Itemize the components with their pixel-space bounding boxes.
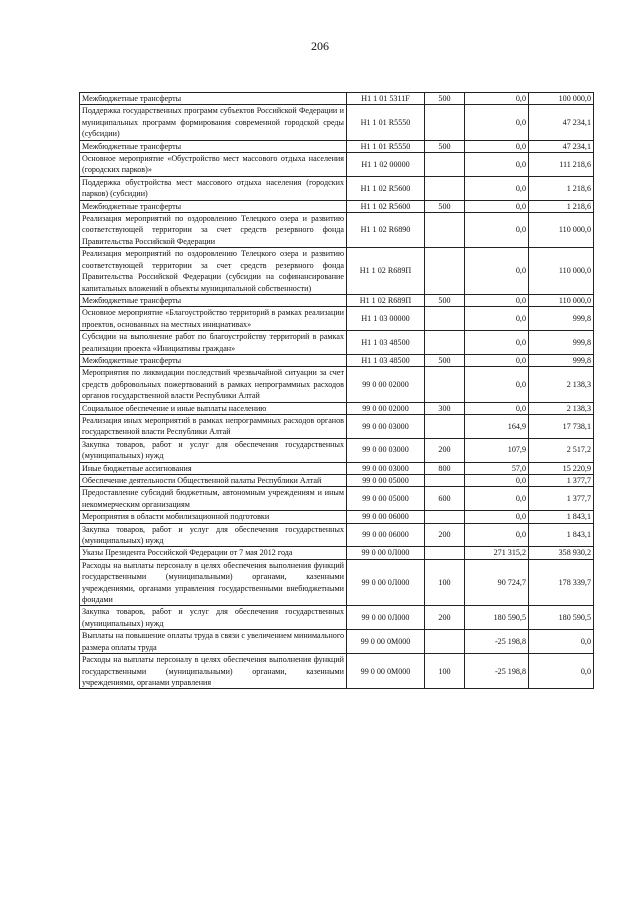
amount-total: 180 590,5 — [529, 606, 594, 630]
expense-description: Выплаты на повышение оплаты труда в связи с увеличением минимального размера оплаты труда — [80, 630, 347, 654]
expense-type-code: 200 — [425, 606, 465, 630]
expense-type-code: 500 — [425, 200, 465, 212]
amount-total: 110 000,0 — [529, 248, 594, 295]
target-article-code: 99 0 00 03000 — [347, 414, 425, 438]
table-row — [80, 402, 594, 414]
expense-description: Основное мероприятие «Благоустройство территорий в рамках реализации проектов, основанных на местных инициативах» — [80, 307, 347, 331]
expense-type-code — [425, 307, 465, 331]
amount-total: 1 843,1 — [529, 523, 594, 547]
amount-total: 999,8 — [529, 307, 594, 331]
expense-description: Реализация иных мероприятий в рамках непрограммных расходов органов государственной власти Республики Алтай — [80, 414, 347, 438]
amount-change: 0,0 — [465, 367, 529, 402]
table-row — [80, 547, 594, 559]
expense-description: Межбюджетные трансферты — [80, 354, 347, 366]
amount-change: -25 198,8 — [465, 630, 529, 654]
table-row — [80, 511, 594, 523]
amount-total: 2 138,3 — [529, 367, 594, 402]
target-article-code: 99 0 00 0Л000 — [347, 559, 425, 606]
table-row — [80, 559, 594, 606]
amount-change: 0,0 — [465, 354, 529, 366]
expense-description: Мероприятия в области мобилизационной подготовки — [80, 511, 347, 523]
amount-change: -25 198,8 — [465, 654, 529, 689]
expense-description: Поддержка обустройства мест массового отдыха населения (городских парков) (субсидии) — [80, 176, 347, 200]
table-row — [80, 140, 594, 152]
amount-change: 0,0 — [465, 140, 529, 152]
amount-total: 358 930,2 — [529, 547, 594, 559]
amount-total: 1 377,7 — [529, 475, 594, 487]
amount-change: 180 590,5 — [465, 606, 529, 630]
table-row — [80, 105, 594, 140]
amount-total: 15 220,9 — [529, 462, 594, 474]
target-article-code: 99 0 00 02000 — [347, 367, 425, 402]
expense-type-code: 500 — [425, 354, 465, 366]
expense-description: Реализация мероприятий по оздоровлению Телецкого озера и развитию соответствующей территории за счет средств резервного фонда Правительства Российской Федерации — [80, 213, 347, 248]
amount-total: 2 517,2 — [529, 438, 594, 462]
target-article-code: 99 0 00 02000 — [347, 402, 425, 414]
target-article-code: Н1 1 01 R5550 — [347, 105, 425, 140]
target-article-code: 99 0 00 06000 — [347, 511, 425, 523]
amount-change: 107,9 — [465, 438, 529, 462]
amount-change: 90 724,7 — [465, 559, 529, 606]
expense-description: Обеспечение деятельности Общественной палаты Республики Алтай — [80, 475, 347, 487]
expense-type-code: 500 — [425, 140, 465, 152]
expense-type-code — [425, 367, 465, 402]
target-article-code: Н1 1 02 R5600 — [347, 176, 425, 200]
target-article-code: Н1 1 01 5311F — [347, 93, 425, 105]
page-number: 206 — [311, 39, 329, 53]
expense-type-code — [425, 176, 465, 200]
expense-type-code — [425, 630, 465, 654]
target-article-code: 99 0 00 0Л000 — [347, 606, 425, 630]
amount-total: 1 218,6 — [529, 200, 594, 212]
expense-type-code — [425, 153, 465, 177]
target-article-code: Н1 1 02 R6890 — [347, 213, 425, 248]
target-article-code: 99 0 00 05000 — [347, 487, 425, 511]
expense-description: Предоставление субсидий бюджетным, автономным учреждениям и иным некоммерческим организациям — [80, 487, 347, 511]
amount-change: 164,9 — [465, 414, 529, 438]
expense-type-code: 100 — [425, 559, 465, 606]
amount-total: 2 138,3 — [529, 402, 594, 414]
amount-change: 0,0 — [465, 523, 529, 547]
amount-change: 0,0 — [465, 487, 529, 511]
expense-description: Основное мероприятие «Обустройство мест массового отдыха населения (городских парков)» — [80, 153, 347, 177]
expense-description: Социальное обеспечение и иные выплаты населению — [80, 402, 347, 414]
amount-total: 100 000,0 — [529, 93, 594, 105]
target-article-code: 99 0 00 0М000 — [347, 654, 425, 689]
table-row — [80, 331, 594, 355]
amount-total: 17 738,1 — [529, 414, 594, 438]
amount-change: 0,0 — [465, 331, 529, 355]
table-row — [80, 487, 594, 511]
expense-description: Межбюджетные трансферты — [80, 140, 347, 152]
amount-total: 111 218,6 — [529, 153, 594, 177]
expense-type-code — [425, 475, 465, 487]
table-row — [80, 475, 594, 487]
target-article-code: Н1 1 02 R689П — [347, 248, 425, 295]
amount-total: 110 000,0 — [529, 213, 594, 248]
amount-total: 47 234,1 — [529, 140, 594, 152]
target-article-code: Н1 1 02 R689П — [347, 294, 425, 306]
amount-change: 0,0 — [465, 402, 529, 414]
amount-change: 0,0 — [465, 307, 529, 331]
expense-description: Закупка товаров, работ и услуг для обеспечения государственных (муниципальных) нужд — [80, 523, 347, 547]
table-row — [80, 294, 594, 306]
target-article-code: Н1 1 03 48500 — [347, 354, 425, 366]
table-row — [80, 462, 594, 474]
expense-type-code: 200 — [425, 523, 465, 547]
amount-change: 0,0 — [465, 153, 529, 177]
expense-type-code — [425, 105, 465, 140]
expense-description: Закупка товаров, работ и услуг для обеспечения государственных (муниципальных) нужд — [80, 438, 347, 462]
expense-type-code — [425, 547, 465, 559]
target-article-code: 99 0 00 0Л000 — [347, 547, 425, 559]
table-row — [80, 307, 594, 331]
table-row — [80, 630, 594, 654]
table-row — [80, 93, 594, 105]
amount-change: 0,0 — [465, 248, 529, 295]
expense-description: Реализация мероприятий по оздоровлению Телецкого озера и развитию соответствующей территории за счет средств резервного фонда Правительства Российской Федерации (субсидии на софинансирование капитальных вложений в объекты муниципальной собственности) — [80, 248, 347, 295]
expense-description: Расходы на выплаты персоналу в целях обеспечения выполнения функций государственными (муниципальными) органами, казенными учреждениями, органами управления государственными внебюджетными фондами — [80, 559, 347, 606]
amount-change: 0,0 — [465, 93, 529, 105]
table-row — [80, 414, 594, 438]
expense-type-code: 800 — [425, 462, 465, 474]
amount-change: 271 315,2 — [465, 547, 529, 559]
expense-type-code: 200 — [425, 438, 465, 462]
expense-description: Субсидии на выполнение работ по благоустройству территорий в рамках реализации проекта «Инициативы граждан» — [80, 331, 347, 355]
target-article-code: 99 0 00 06000 — [347, 523, 425, 547]
expense-description: Межбюджетные трансферты — [80, 93, 347, 105]
amount-change: 0,0 — [465, 200, 529, 212]
amount-total: 110 000,0 — [529, 294, 594, 306]
expense-type-code — [425, 511, 465, 523]
expense-type-code: 500 — [425, 294, 465, 306]
amount-total: 178 339,7 — [529, 559, 594, 606]
budget-table — [79, 92, 594, 689]
amount-total: 0,0 — [529, 654, 594, 689]
amount-change: 0,0 — [465, 475, 529, 487]
table-row — [80, 523, 594, 547]
expense-description: Поддержка государственных программ субъектов Российской Федерации и муниципальных программ формирования современной городской среды (субсидии) — [80, 105, 347, 140]
amount-change: 0,0 — [465, 511, 529, 523]
table-row — [80, 176, 594, 200]
target-article-code: Н1 1 01 R5550 — [347, 140, 425, 152]
amount-total: 999,8 — [529, 354, 594, 366]
amount-total: 1 377,7 — [529, 487, 594, 511]
expense-description: Иные бюджетные ассигнования — [80, 462, 347, 474]
amount-total: 1 218,6 — [529, 176, 594, 200]
amount-change: 0,0 — [465, 105, 529, 140]
table-row — [80, 367, 594, 402]
expense-description: Расходы на выплаты персоналу в целях обеспечения выполнения функций государственными (муниципальными) органами, казенными учреждениями, органами управления — [80, 654, 347, 689]
amount-total: 999,8 — [529, 331, 594, 355]
table-row — [80, 200, 594, 212]
target-article-code: Н1 1 03 48500 — [347, 331, 425, 355]
expense-type-code — [425, 414, 465, 438]
table-row — [80, 213, 594, 248]
expense-type-code: 300 — [425, 402, 465, 414]
budget-table-body — [80, 93, 594, 689]
expense-type-code: 100 — [425, 654, 465, 689]
expense-type-code — [425, 248, 465, 295]
expense-type-code — [425, 331, 465, 355]
target-article-code: 99 0 00 05000 — [347, 475, 425, 487]
target-article-code: 99 0 00 03000 — [347, 462, 425, 474]
amount-change: 57,0 — [465, 462, 529, 474]
target-article-code: 99 0 00 0М000 — [347, 630, 425, 654]
expense-description: Межбюджетные трансферты — [80, 200, 347, 212]
amount-total: 47 234,1 — [529, 105, 594, 140]
table-row — [80, 654, 594, 689]
target-article-code: Н1 1 02 00000 — [347, 153, 425, 177]
expense-type-code: 500 — [425, 93, 465, 105]
expense-description: Мероприятия по ликвидации последствий чрезвычайной ситуации за счет средств добровольных пожертвований в рамках непрограммных расходов органов государственной власти Республики Алтай — [80, 367, 347, 402]
amount-change: 0,0 — [465, 176, 529, 200]
expense-type-code — [425, 213, 465, 248]
target-article-code: 99 0 00 03000 — [347, 438, 425, 462]
table-row — [80, 153, 594, 177]
expense-description: Межбюджетные трансферты — [80, 294, 347, 306]
expense-description: Закупка товаров, работ и услуг для обеспечения государственных (муниципальных) нужд — [80, 606, 347, 630]
expense-type-code: 600 — [425, 487, 465, 511]
table-row — [80, 248, 594, 295]
table-row — [80, 606, 594, 630]
target-article-code: Н1 1 03 00000 — [347, 307, 425, 331]
table-row — [80, 438, 594, 462]
target-article-code: Н1 1 02 R5600 — [347, 200, 425, 212]
amount-change: 0,0 — [465, 213, 529, 248]
expense-description: Указы Президента Российской Федерации от 7 мая 2012 года — [80, 547, 347, 559]
amount-total: 0,0 — [529, 630, 594, 654]
table-row — [80, 354, 594, 366]
amount-change: 0,0 — [465, 294, 529, 306]
amount-total: 1 843,1 — [529, 511, 594, 523]
